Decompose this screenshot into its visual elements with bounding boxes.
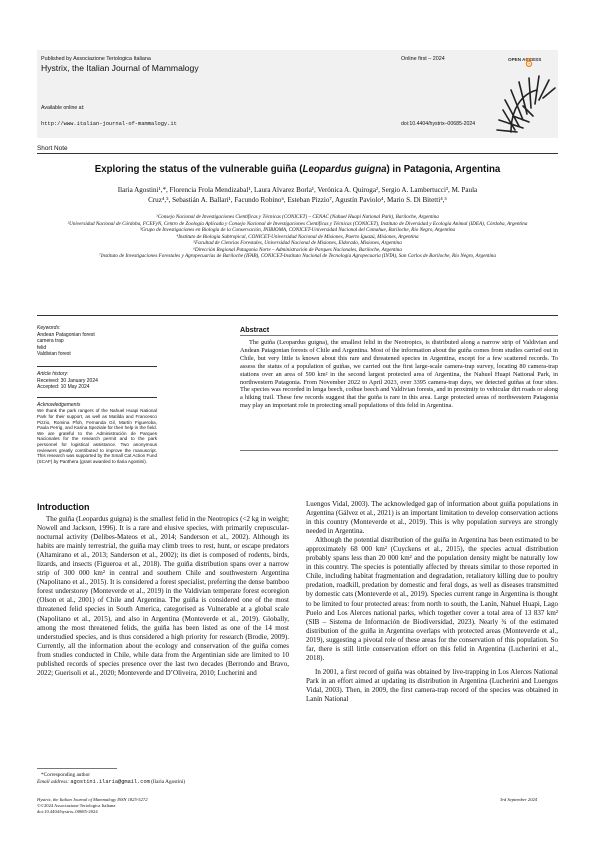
footer-date: 3rd September 2024 [500,797,538,802]
introduction-heading: Introduction [37,502,90,512]
introduction-col1 [37,515,289,678]
divider [37,315,558,316]
publisher-line: Published by Associazione Teriologica Italiana [41,56,151,62]
divider [240,335,558,336]
open-access-icon [525,54,533,63]
introduction-col2 [306,500,558,704]
acknowledgements-text: We thank the park rangers of the Nahuel Huapi National Park for their support, as well as Matilda and Francesco Pizzio, Romina Pfoh, Fernanda Gil, Martín Figueroba, Paula Perrig, and Karina Speziale for their help in the field. We are grateful to the Administración de Parques Nacionales for the research permit and to the park personnel for logistical assistance. Two anonymous reviewers greatly contributed to improve the manuscript. This research was supported by the Small Cat Action Fund (SCAF) by Panthera (grant awarded to Ilaria Agostini). [37,408,157,464]
article-info-sidebar [37,325,157,464]
affiliation: ⁷Instituto de Investigaciones Forestales y Agropecuarias de Bariloche (IFAB), CONICET-Instituto Nacional de Tecnología Agropecuaria (INTA), San Carlos de Bariloche, Río Negro, Argentina [99,253,496,259]
email-link[interactable]: agostini.ilaria@gmail.com [70,779,150,785]
online-first: Online first – 2024 [401,56,445,62]
affiliation: ²Universidad Nacional de Córdoba, FCEFyN, Centro de Zoología Aplicada y Consejo Nacional de Investigaciones Científicas y Técnicas (CONICET), Instituto de Diversidad y Ecología Animal (IDEA), Córdoba, Argentina [67,220,528,227]
available-online: Available online at: [41,105,85,111]
divider [37,153,558,154]
keyword: camera trap [37,338,64,345]
authors-line: Ilaria Agostini¹,*, Florencia Frola Mendizabal¹, Laura Alvarez Borla¹, Verónica A. Quiroga², Sergio A. Lambertucci³, M. Paula [117,186,478,194]
accepted-date: Accepted: 10 May 2024 [37,384,90,391]
email-label: Email address: [37,779,70,785]
open-access-label: OPEN ACCESS [508,57,542,62]
affiliations [37,214,558,260]
abstract-heading: Abstract [240,325,270,334]
keyword: Andean Patagonian forest [37,331,95,338]
section-label: Short Note [37,145,68,152]
affiliation: ⁵Facultad de Ciencias Forestales, Universidad Nacional de Misiones, Eldorado, Misiones, Argentina [193,240,402,246]
divider [37,366,157,367]
journal-url[interactable]: http://www.italian-journal-of-mammalogy.it [41,121,177,127]
keyword: felid [37,344,47,351]
divider [37,397,157,398]
title-part: Exploring the status of the vulnerable guiña ( [94,164,303,175]
history-label: Article history: [37,370,69,377]
affiliation: ⁴Instituto de Biología Subtropical, CONICET-Universidad Nacional de Misiones, Puerto Iguazú, Misiones, Argentina [176,233,419,240]
authors-line: Cruz⁴,⁵, Sebastián A. Ballari¹, Facundo Robino⁶, Esteban Pizzio⁷, Agustín Paviolo⁴, Mario S. Di Bitetti⁴,⁵ [148,196,447,204]
footer-journal: Hystrix, the Italian Journal of Mammalogy ISSN 1825-5272 [37,797,148,802]
abstract-paragraph: The guiña (Leopardus guigna), the smallest felid in the Neotropics, is distributed along a narrow strip of Valdivian and Andean Patagonian forests of Chile and Argentina. Most of the information about the guiña comes from studies carried out in Chile, but very little is known about this rare and threatened species in Argentina, except for a few scattered records. To assess the status of a population of guiñas, we carried out the first large-scale camera-trap survey, locating 80 camera-trap stations over an area of 590 km² in the second largest protected area of Argentina, the Nahuel Huapi National Park, in northwestern Patagonia. From November 2022 to April 2023, over 3395 camera-trap days, we detected guiñas at four sites. The species was recorded in lenga beech, coihue beech and Valdivian forests, and in proximity to vehicular dirt roads or along a hiking trail. These few records suggest that the guiña is rare in this area. Large protected areas of northwestern Patagonia may play an important role in protecting small populations of this felid in Argentina. [240,339,558,410]
journal-name: Hystrix, the Italian Journal of Mammalogy [41,63,199,73]
intro-paragraph: Luengos Vidal, 2003). The acknowledged gap of information about guiña populations in Argentina (Gálvez et al., 2021) is an important limitation to develop conservation actions in this country (Monteverde et al., 2019). This is why population surveys are strongly needed in Argentina. [306,500,558,536]
divider [240,450,558,451]
email-line [37,779,185,786]
affiliation: ³Grupo de Investigaciones en Biología de la Conservación, INIBIOMA, CONICET-Universidad Nacional del Comahue, Bariloche, Río Negro, Argentina [139,227,456,233]
footnote-rule [37,768,117,769]
affiliation: ⁶Dirección Regional Patagonia Norte – Administración de Parques Nacionales, Bariloche, Argentina [193,246,402,253]
title-part: ) in Patagonia, Argentina [386,164,501,175]
acknowledgements-label: Acknowledgements [37,401,81,408]
intro-paragraph: Although the potential distribution of the guiña in Argentina has been estimated to be approximately 68 000 km² (Cuyckens et al., 2015), the species actual distribution probably spans less than 20 000 km² and the population density might be naturally low in this country. The species is potentially affected by threats similar to those reported in Chile, including habitat fragmentation and degradation, retaliatory killing due to poultry predation, roadkill, predation by domestic and feral dogs, as well as diseases transmitted by domestic cats (Monteverde et al., 2019). Species current range in Argentina is thought to be limited to four protected areas: from north to south, the Lanín, Nahuel Huapi, Lago Puelo and Los Alerces national parks, which together cover a total area of 13 837 km² (SIB – Sistema de Información de Biodiversidad, 2023). Nearly ¾ of the estimated distribution of the guiña in Argentina overlaps with protected areas (Monteverde et al., 2019), suggesting a pivotal role of these areas for the conservation of this population. So far, there is still little conservation effort on this felid in Argentina (Lucherini et al., 2018). [306,536,558,662]
doi-header[interactable]: doi:10.4404/hystrix–00685-2024 [401,121,476,127]
keyword: Valdivian forest [37,351,71,358]
article-title [37,164,558,175]
intro-paragraph: The guiña (Leopardus guigna) is the smallest felid in the Neotropics (<2 kg in weight; Nowell and Jackson, 1996). It is a rare and elusive species, with primarily crepuscular-nocturnal activity (Delibes-Mateos et al., 2014; Sanderson et al., 2002). Although its habits are mainly terrestrial, the guiña may climb trees to rest, hunt, or escape predators (Altamirano et al., 2013; Sanderson et al., 2002); its diet is composed of rodents, birds, lizards, and insects (Figueroa et al., 2018). The guiña distribution spans over a narrow strip of 300 000 km² in central and southern Chile and southwestern Argentina (Napolitano et al., 2015). It is considered a forest specialist, preferring the dense bamboo forest understorey (Monteverde et al., 2019) in the Valdivian temperate forest ecoregion (Olson et al., 2001) of Chile and Argentina. The guiña is considered one of the most threatened felid species in South America, categorised as Vulnerable at a global scale (Napolitano et al., 2015), and also in Argentina (Monteverde et al., 2019). Globally, among the most threatened felids, the guiña has been listed as one of the 14 most understudied species, and is thus considered a high priority for research (Brodie, 2009). Currently, all the information about the ecology and conservation of the guiña comes from studies conducted in Chile, while data from the Argentinian side are limited to 10 published records of species presence over the last two decades (Berrondo and Bravo, 2022; Guerisoli et al., 2020; Monteverde and D’Oliveira, 2010; Lucherini and [37,515,289,677]
intro-paragraph: In 2001, a first record of guiña was obtained by live-trapping in Los Alerces National Park in an effort aimed at updating its distribution in Argentina (Lucherini and Luengos Vidal, 2003). Then, in 2009, the first camera-trap record of the species was obtained in Lanín National [306,667,558,703]
keywords-label: Keywords: [37,325,61,331]
footer-copyright: ©©2024 Associazione Teriologica Italiana [37,803,116,808]
title-species: Leopardus guigna [302,164,387,175]
corresponding-author: *Corresponding author [41,772,90,778]
abstract-text [240,339,558,410]
affiliation: ¹Consejo Nacional de Investigaciones Científicas y Técnicas (CONICET) – CENAC (Nahuel Huapi National Park), Bariloche, Argentina [156,214,439,220]
footer-doi[interactable]: doi:10.4404/hystrix–00685-2024 [37,809,98,814]
email-name: (Ilaria Agostini) [151,779,186,785]
authors [37,185,558,205]
hystrix-logo-icon [493,70,557,134]
received-date: Received: 30 January 2024 [37,377,98,384]
